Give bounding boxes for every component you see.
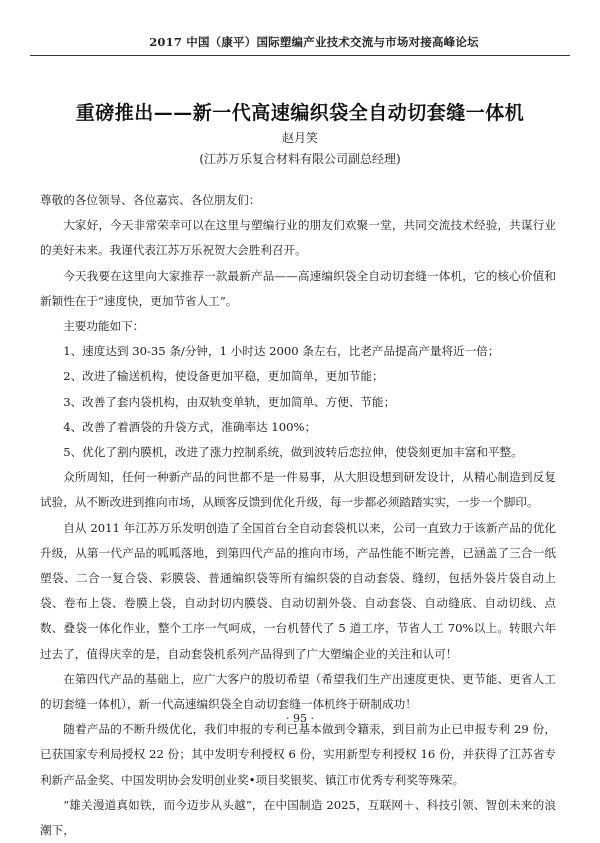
feature-item: 4、改善了着酒袋的升袋方式，准确率达 100%； (63, 419, 317, 434)
feature-item: 5、优化了割内膜机，改进了涨力控制系统，做到波转后恋拉伸，使袋刻更加丰富和平整。 (63, 445, 523, 460)
paragraph-patents: 随着产品的不断升级优化，我们申报的专利已基本做到令籍汞，到目前为止已申报专利 29 份，已获国家专利局授权 22 份；其中发明专利授权 6 份，实用新型专利授权 16 份，并获得了江苏省专利新产品金奖、中国发明协会发明创业奖•项目奖银奖、镇江市优秀专利奖等殊荣。 (40, 722, 556, 787)
feature-item: 1、速度达到 30-35 条/分钟，1 小时达 2000 条左右，比老产品提高产量将近一倍； (63, 344, 500, 359)
article-body (40, 188, 556, 843)
paragraph-development: 众所周知，任何一种新产品的问世都不是一件易事，从大胆设想到研发设计，从精心制造到反复试验，从不断改进到推向市场，从顾客反馈到优化升级，每一步都必须踏踏实实，一步一个脚印。 (40, 470, 556, 510)
paragraph-new-generation: 在第四代产品的基础上，应广大客户的殷切希望（希望我们生产出速度更快、更节能、更省人工的切套缝一体机），新一代高速编织袋全自动切套缝一体机终于研制成功！ (40, 671, 556, 712)
feature-item: 3、改善了套内袋机构，由双轨变单轨，更加简单、方便、节能； (63, 394, 396, 409)
running-header: 2017 中国（康平）国际塑编产业技术交流与市场对接高峰论坛 (149, 35, 479, 49)
author-affiliation: (江苏万乐复合材料有限公司副总经理) (199, 152, 401, 166)
article-title: 重磅推出——新一代高速编织袋全自动切套缝一体机 (75, 102, 525, 124)
paragraph-closing: “雄关漫道真如铁，而今迈步从头越”，在中国制造 2025，互联网＋、科技引领、智创未来的浪潮下， (40, 797, 556, 838)
header-rule (30, 55, 570, 56)
paragraph-history: 自从 2011 年江苏万乐发明创造了全国首台全自动套袋机以来，公司一直致力于该新产品的优化升级，从第一代产品的呱呱落地，到第四代产品的推向市场，产品性能不断完善，已涵盖了三合一纸塑袋、二合一复合袋、彩膜袋、普通编织袋等所有编织袋的自动套袋、缝纫，包括外袋片袋自动上袋、卷布上袋、卷膜上袋，自动封切内膜袋、自动切割外袋、自动套袋、自动缝底、自动切线、点数、叠袋一体化作业，整个工序一气呵成，一台机替代了 5 道工序，节省人工 70%以上。转眼六年过去了，值得庆幸的是，自动套袋机系列产品得到了广大塑编企业的关注和认可！ (40, 520, 556, 661)
paragraph-intro: 今天我要在这里向大家推荐一款最新产品——高速编织袋全自动切套缝一体机，它的核心价值和新颖性在于“速度快，更加节省人工”。 (40, 268, 556, 308)
features-heading: 主要功能如下： (63, 319, 145, 334)
paragraph-welcome: 大家好，今天非常荣幸可以在这里与塑编行业的朋友们欢聚一堂，共同交流技术经验，共谋行业的美好未来。我谨代表江苏万乐祝贺大会胜利召开。 (40, 218, 556, 258)
article-author: 赵月笑 (281, 131, 318, 145)
feature-item: 2、改进了输送机构，使设备更加平稳，更加简单，更加节能； (63, 369, 384, 384)
greeting: 尊敬的各位领导、各位嘉宾、各位朋友们： (40, 193, 261, 207)
page-number: · 95 · (286, 712, 314, 725)
